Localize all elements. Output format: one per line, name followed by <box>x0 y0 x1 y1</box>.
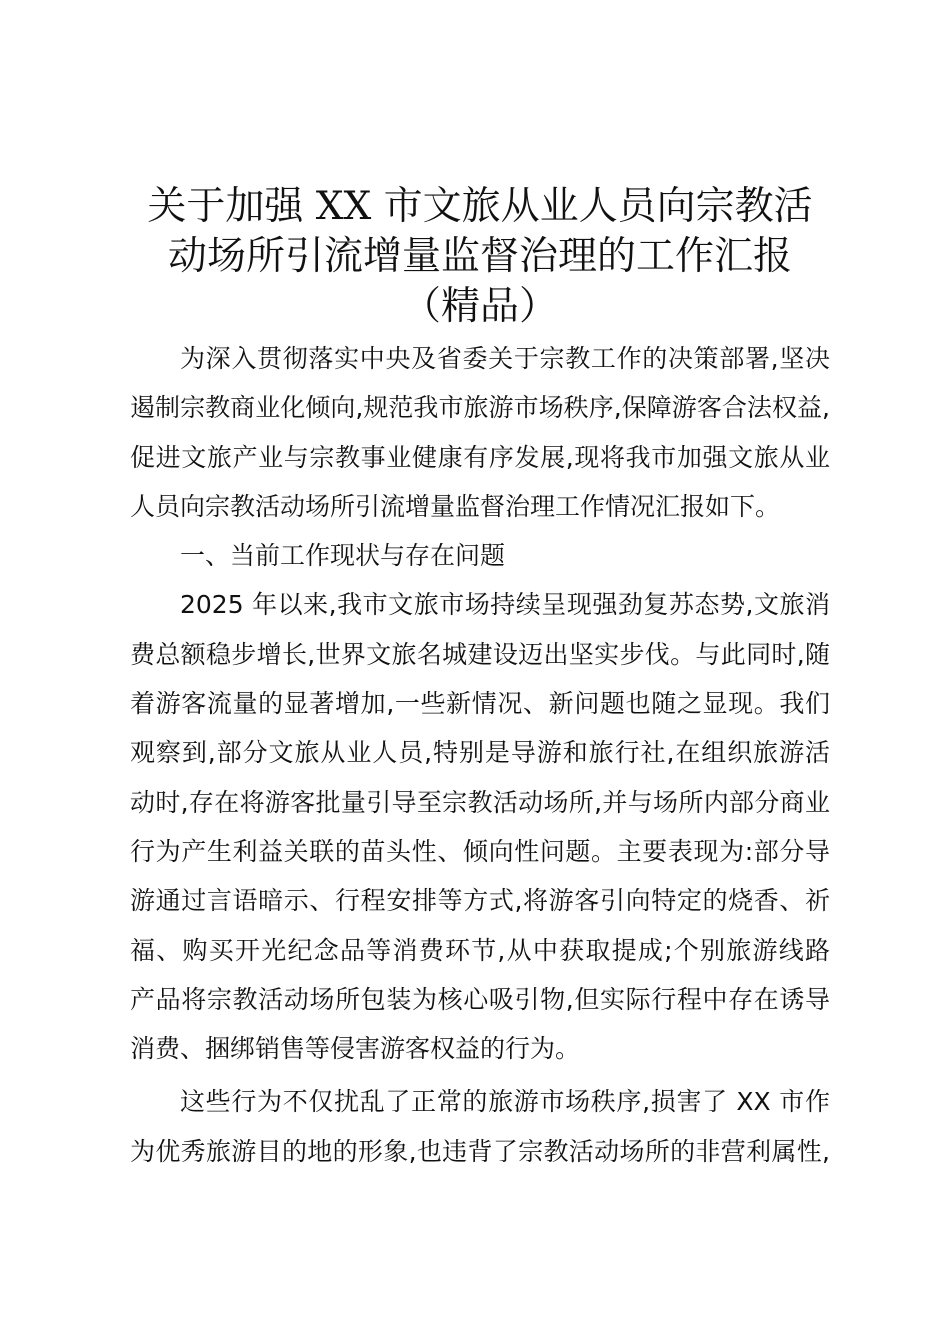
title-line: 动场所引流增量监督治理的工作汇报 <box>167 234 792 279</box>
text-line: 福、购买开光纪念品等消费环节,从中获取提成;个别旅游线路 <box>130 935 830 965</box>
title-line: 关于加强 XX 市文旅从业人员向宗教活 <box>147 184 813 229</box>
paragraph <box>130 334 830 531</box>
document-title <box>130 182 830 332</box>
text-line: 产品将宗教活动场所包装为核心吸引物,但实际行程中存在诱导 <box>130 984 830 1014</box>
text-line: 这些行为不仅扰乱了正常的旅游市场秩序,损害了 XX 市作 <box>180 1087 830 1117</box>
title-line: （精品） <box>401 284 558 329</box>
text-line: 遏制宗教商业化倾向,规范我市旅游市场秩序,保障游客合法权益, <box>130 393 830 423</box>
text-line: 观察到,部分文旅从业人员,特别是导游和旅行社,在组织旅游活 <box>130 738 830 768</box>
text-line: 为优秀旅游目的地的形象,也违背了宗教活动场所的非营利属性, <box>130 1136 830 1166</box>
text-line: 促进文旅产业与宗教事业健康有序发展,现将我市加强文旅从业 <box>130 442 830 472</box>
text-line: 消费、捆绑销售等侵害游客权益的行为。 <box>130 1034 581 1064</box>
text-line: 着游客流量的显著增加,一些新情况、新问题也随之显现。我们 <box>130 689 830 719</box>
text-line: 费总额稳步增长,世界文旅名城建设迈出坚实步伐。与此同时,随 <box>130 639 830 669</box>
text-line: 人员向宗教活动场所引流增量监督治理工作情况汇报如下。 <box>130 491 781 521</box>
text-line: 为深入贯彻落实中央及省委关于宗教工作的决策部署,坚决 <box>180 344 830 373</box>
paragraph <box>130 580 830 1073</box>
text-line: 2025 年以来,我市文旅市场持续呈现强劲复苏态势,文旅消 <box>180 590 830 620</box>
text-line: 一、当前工作现状与存在问题 <box>180 541 506 571</box>
text-line: 行为产生利益关联的苗头性、倾向性问题。主要表现为:部分导 <box>130 836 830 866</box>
paragraph <box>130 1077 830 1176</box>
document-body <box>130 334 830 1176</box>
text-line: 游通过言语暗示、行程安排等方式,将游客引向特定的烧香、祈 <box>130 886 830 916</box>
text-line: 动时,存在将游客批量引导至宗教活动场所,并与场所内部分商业 <box>130 787 830 817</box>
section-heading <box>130 531 830 580</box>
